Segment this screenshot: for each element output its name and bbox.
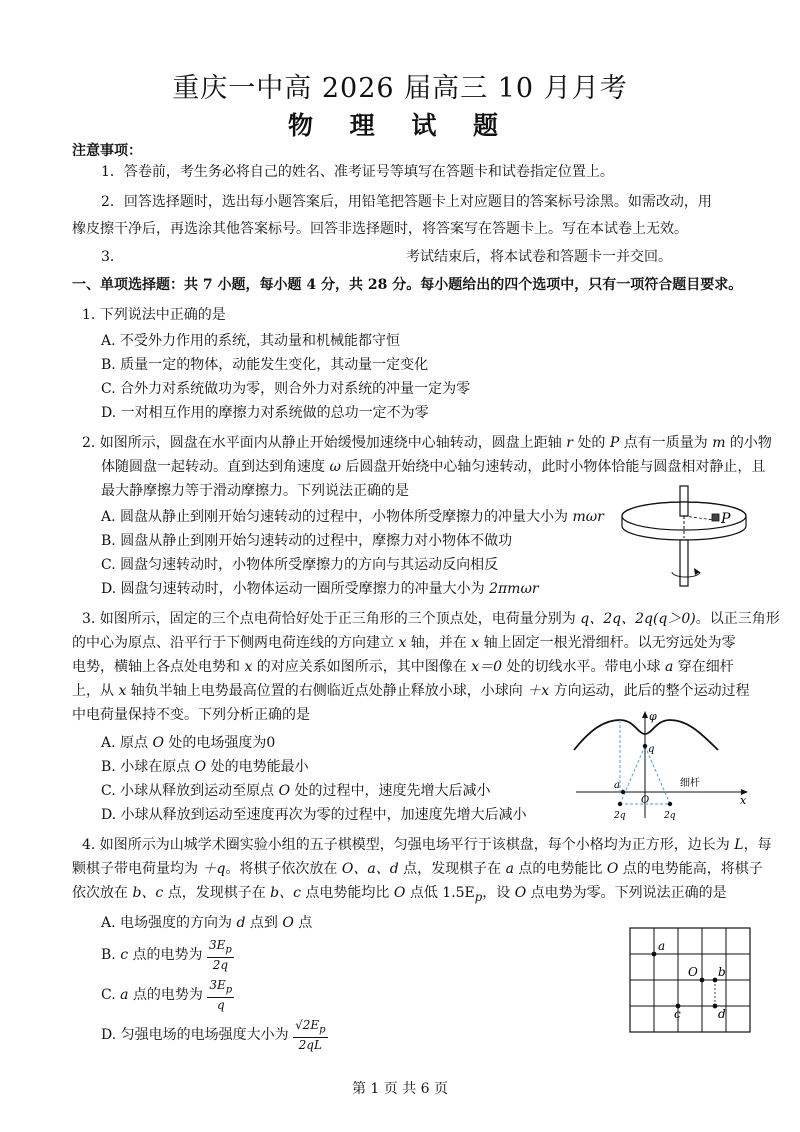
q4-option-b: B. c 点的电势为 $\frac{3E_p}{2q}$ <box>101 938 232 973</box>
q3-option-c: C. 小球从释放到运动至原点 O 处的过程中，速度先增大后减小 <box>101 783 491 799</box>
page-footer: 第 1 页 共 6 页 <box>351 1081 449 1097</box>
notice-item-3-text: 考试结束后，将本试卷和答题卡一并交回。 <box>406 249 672 265</box>
notice-item-3-number: 3． <box>101 249 124 265</box>
rod-label: 细杆 <box>680 778 700 789</box>
notice-item-1: 1．答卷前，考生务必将自己的姓名、准考证号等填写在答题卡和试卷指定位置上。 <box>101 164 614 180</box>
ball-a-label: a <box>614 780 620 791</box>
q4-stem-line-2: 颗棋子带电荷量均为 ＋q。将棋子依次放在 O、a、d 点，发现棋子在 a 点的电势能比 O 点的电势能高，将棋子 <box>72 861 763 877</box>
q3-option-d: D. 小球从释放到运动至速度再次为零的过程中，加速度先增大后减小 <box>101 807 527 823</box>
q4-option-c-fraction: $\frac{3E_p}{q}$ <box>209 978 233 1013</box>
point-b-label: b <box>718 965 726 979</box>
x-axis-label: x <box>740 794 747 807</box>
notice-item-2-line-1: 2．回答选择题时，选出每小题答案后，用铅笔把答题卡上对应题目的答案标号涂黑。如需改动，用 <box>101 194 712 210</box>
charge-q <box>643 744 647 748</box>
origin-label: O <box>641 795 650 806</box>
charge-2q-right <box>668 802 672 806</box>
ball-a <box>621 790 625 794</box>
q2-option-a: A. 圆盘从静止到刚开始匀速转动的过程中，小物体所受摩擦力的冲量大小为 mωr <box>101 509 604 525</box>
charge-2q-left-label: 2q <box>614 811 626 821</box>
q1-stem: 1. 下列说法中正确的是 <box>82 307 226 323</box>
q3-stem-line-1: 3. 如图所示，固定的三个点电荷恰好处于正三角形的三个顶点处，电荷量分别为 q、2q、2q(q＞0)。以正三角形 <box>82 611 780 627</box>
charge-2q-right-label: 2q <box>664 811 676 821</box>
point-o <box>700 978 705 983</box>
q1-option-c: C. 合外力对系统做功为零，则合外力对系统的冲量一定为零 <box>101 381 471 397</box>
q4-option-d: D. 匀强电场的电场强度大小为 $\frac{√2E_p}{2qL}$ <box>101 1018 326 1053</box>
q3-stem-line-4: 上，从 x 轴负半轴上电势最高位置的右侧临近点处静止释放小球，小球向 ＋x 方向运动，此后的整个运动过程 <box>72 683 750 699</box>
q3-potential-figure <box>568 708 756 828</box>
notice-heading: 注意事项： <box>72 143 142 159</box>
q4-option-c: C. a 点的电势为 $\frac{3E_p}{q}$ <box>101 978 233 1013</box>
disk-axle-lower <box>680 540 688 586</box>
q1-option-d: D. 一对相互作用的摩擦力对系统做的总功一定不为零 <box>101 405 429 421</box>
q2-stem-line-2: 体随圆盘一起转动。直到达到角速度 ω 后圆盘开始绕中心轴匀速转动，此时小物体恰能与圆盘相对静止，且 <box>101 459 766 475</box>
point-p-label: P <box>721 511 731 527</box>
q4-stem-line-3: 依次放在 b、c 点，发现棋子在 b、c 点电势能均比 O 点低 $1.5E_p$，设 O 点电势为零。下列说法正确的是 <box>72 885 727 904</box>
q4-grid-figure <box>628 926 756 1036</box>
q1-option-a: A. 不受外力作用的系统，其动量和机械能都守恒 <box>101 333 401 349</box>
charge-q-label: q <box>648 744 655 755</box>
q4-stem-line-1: 4. 如图所示为山城学术圈实验小组的五子棋模型，匀强电场平行于该棋盘，每个小格均为正方形，边长为 L，每 <box>82 837 772 853</box>
q1-option-b: B. 质量一定的物体，动能发生变化，其动量一定变化 <box>101 357 429 373</box>
q4-option-b-fraction: $\frac{3E_p}{2q}$ <box>208 938 232 973</box>
phi-axis-label: φ <box>649 710 657 723</box>
subject-title: 物 理 试 题 <box>287 111 513 140</box>
section-1-heading: 一、单项选择题：共 7 小题，每小题 4 分，共 28 分。每小题给出的四个选项中，只有一项符合题目要求。 <box>72 277 743 293</box>
q4-option-d-fraction: $\frac{√2E_p}{2qL}$ <box>295 1018 326 1053</box>
q2-option-b: B. 圆盘从静止到刚开始匀速转动的过程中，摩擦力对小物体不做功 <box>101 533 513 549</box>
q3-option-b: B. 小球在原点 O 处的电势能最小 <box>101 759 309 775</box>
q2-stem-line-3: 最大静摩擦力等于滑动摩擦力。下列说法正确的是 <box>101 483 409 499</box>
point-a <box>652 952 657 957</box>
small-object <box>712 514 719 521</box>
point-d-label: d <box>718 1007 726 1021</box>
q3-stem-line-5: 中电荷量保持不变。下列分析正确的是 <box>72 707 310 723</box>
q2-stem-line-1: 2. 如图所示，圆盘在水平面内从静止开始缓慢加速绕中心轴转动，圆盘上距轴 r 处的 P 点有一质量为 m 的小物 <box>82 435 772 451</box>
point-c-label: c <box>674 1007 681 1021</box>
q2-option-c: C. 圆盘匀速转动时，小物体所受摩擦力的方向与其运动反向相反 <box>101 557 499 573</box>
exam-title: 重庆一中高 2026 届高三 10 月月考 <box>172 73 628 104</box>
q4-option-a: A. 电场强度的方向为 d 点到 O 点 <box>101 915 313 931</box>
point-o-label: O <box>688 965 698 979</box>
q3-stem-line-3: 电势，横轴上各点处电势和 x 的对应关系如图所示，其中图像在 x＝0 处的切线水平。带电小球 a 穿在细杆 <box>72 659 734 675</box>
q3-stem-line-2: 的中心为原点、沿平行于下侧两电荷连线的方向建立 x 轴，并在 x 轴上固定一根光滑细杆。以无穷远处为零 <box>72 635 736 651</box>
point-a-label: a <box>658 939 666 953</box>
q2-disk-figure <box>616 482 758 592</box>
notice-item-2-line-2: 橡皮擦干净后，再选涂其他答案标号。回答非选择题时，将答案写在答题卡上。写在本试卷上无效。 <box>72 221 688 237</box>
q2-option-d: D. 圆盘匀速转动时，小物体运动一圈所受摩擦力的冲量大小为 2πmωr <box>101 581 539 597</box>
q3-option-a: A. 原点 O 处的电场强度为0 <box>101 735 276 751</box>
charge-2q-left <box>618 802 622 806</box>
